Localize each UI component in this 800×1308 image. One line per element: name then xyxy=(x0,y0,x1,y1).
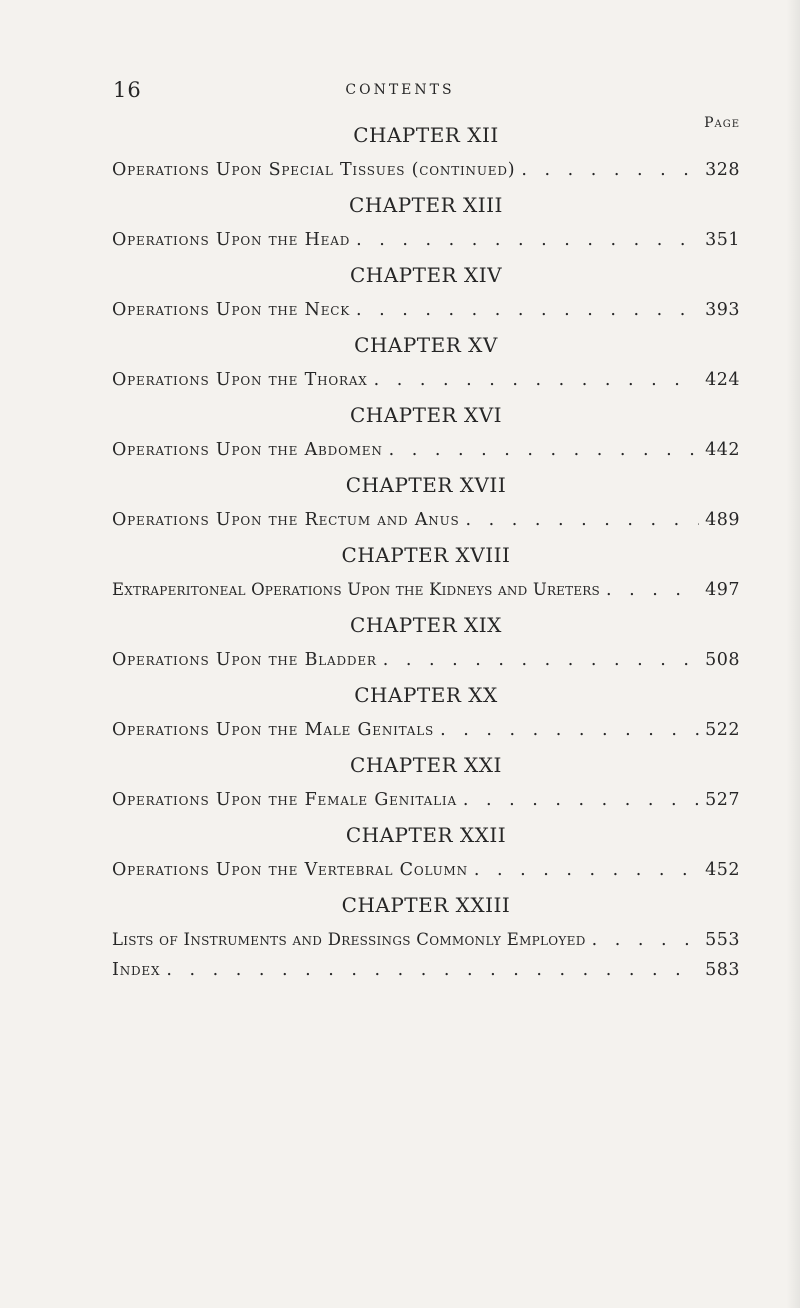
toc-entry[interactable] xyxy=(112,572,740,608)
running-head: CONTENTS xyxy=(345,82,455,98)
toc-entry[interactable] xyxy=(112,432,740,468)
chapter-heading: CHAPTER XVII xyxy=(345,473,507,497)
toc-entry[interactable] xyxy=(112,222,740,258)
toc-entry[interactable] xyxy=(112,782,740,818)
chapter-heading: CHAPTER XIII xyxy=(349,193,503,217)
entry-title: Operations Upon the Female Genitalia xyxy=(112,790,457,810)
toc-chapter-xxi xyxy=(112,748,740,818)
chapter-heading: CHAPTER XXI xyxy=(350,753,502,777)
entry-title: Operations Upon the Head xyxy=(112,230,351,250)
entry-page-number: 424 xyxy=(705,370,740,390)
toc-chapter-xii xyxy=(112,118,740,188)
toc-chapter-xviii xyxy=(112,538,740,608)
dot-leader xyxy=(356,222,699,258)
entry-title: Operations Upon Special Tissues (continued) xyxy=(112,160,516,180)
toc-chapter-xiv xyxy=(112,258,740,328)
entry-page-number: 489 xyxy=(705,510,740,530)
entry-title: Operations Upon the Male Genitals xyxy=(112,720,435,740)
entry-page-number: 553 xyxy=(705,930,740,950)
chapter-heading: CHAPTER XX xyxy=(354,683,498,707)
chapter-heading: CHAPTER XIX xyxy=(350,613,502,637)
entry-page-number: 497 xyxy=(705,580,740,600)
dot-leader xyxy=(389,432,699,468)
toc-entry[interactable] xyxy=(112,852,740,888)
entry-title: Operations Upon the Neck xyxy=(112,300,351,320)
entry-page-number: 351 xyxy=(705,230,740,250)
entry-title: Operations Upon the Abdomen xyxy=(112,440,383,460)
entry-page-number: 583 xyxy=(705,960,740,980)
toc-chapter-xix xyxy=(112,608,740,678)
chapter-heading: CHAPTER XV xyxy=(354,333,498,357)
toc-entry[interactable] xyxy=(112,642,740,678)
table-of-contents xyxy=(112,118,740,980)
toc-entry[interactable] xyxy=(112,152,740,188)
entry-page-number: 328 xyxy=(705,160,740,180)
toc-entry[interactable] xyxy=(112,292,740,328)
toc-entry[interactable] xyxy=(112,502,740,538)
toc-chapter-xx xyxy=(112,678,740,748)
toc-chapter-xiii xyxy=(112,188,740,258)
entry-page-number: 442 xyxy=(705,440,740,460)
entry-title: Operations Upon the Bladder xyxy=(112,650,377,670)
toc-chapter-xvi xyxy=(112,398,740,468)
entry-page-number: 527 xyxy=(705,790,740,810)
toc-chapter-xxiii xyxy=(112,888,740,980)
dot-leader xyxy=(474,852,699,888)
page-number: 16 xyxy=(113,78,142,102)
entry-title: Operations Upon the Thorax xyxy=(112,370,368,390)
chapter-heading: CHAPTER XVI xyxy=(349,403,503,427)
chapter-heading: CHAPTER XXIII xyxy=(341,893,511,917)
page-edge-shadow xyxy=(786,0,800,1308)
chapter-heading: CHAPTER XXII xyxy=(345,823,507,847)
dot-leader xyxy=(440,712,699,748)
dot-leader xyxy=(356,292,699,328)
dot-leader xyxy=(383,642,699,678)
toc-entry[interactable] xyxy=(112,712,740,748)
toc-entry-index[interactable] xyxy=(112,952,740,988)
entry-title: Operations Upon the Vertebral Column xyxy=(112,860,468,880)
entry-page-number: 508 xyxy=(705,650,740,670)
entry-title: Lists of Instruments and Dressings Commonly Employed xyxy=(112,930,586,949)
chapter-heading: CHAPTER XIV xyxy=(349,263,503,287)
dot-leader xyxy=(466,502,700,538)
dot-leader xyxy=(374,362,699,398)
dot-leader xyxy=(166,952,699,988)
entry-page-number: 393 xyxy=(705,300,740,320)
chapter-heading: CHAPTER XII xyxy=(353,123,499,147)
entry-title: Index xyxy=(112,960,161,980)
toc-chapter-xxii xyxy=(112,818,740,888)
chapter-heading: CHAPTER XVIII xyxy=(341,543,511,567)
entry-title: Extraperitoneal Operations Upon the Kidneys and Ureters xyxy=(112,580,600,599)
toc-entry[interactable] xyxy=(112,362,740,398)
toc-chapter-xvii xyxy=(112,468,740,538)
dot-leader xyxy=(606,572,699,608)
page-column-label: Page xyxy=(704,115,740,131)
dot-leader xyxy=(521,152,699,188)
entry-page-number: 522 xyxy=(705,720,740,740)
entry-title: Operations Upon the Rectum and Anus xyxy=(112,510,460,530)
entry-page-number: 452 xyxy=(705,860,740,880)
dot-leader xyxy=(463,782,699,818)
toc-chapter-xv xyxy=(112,328,740,398)
